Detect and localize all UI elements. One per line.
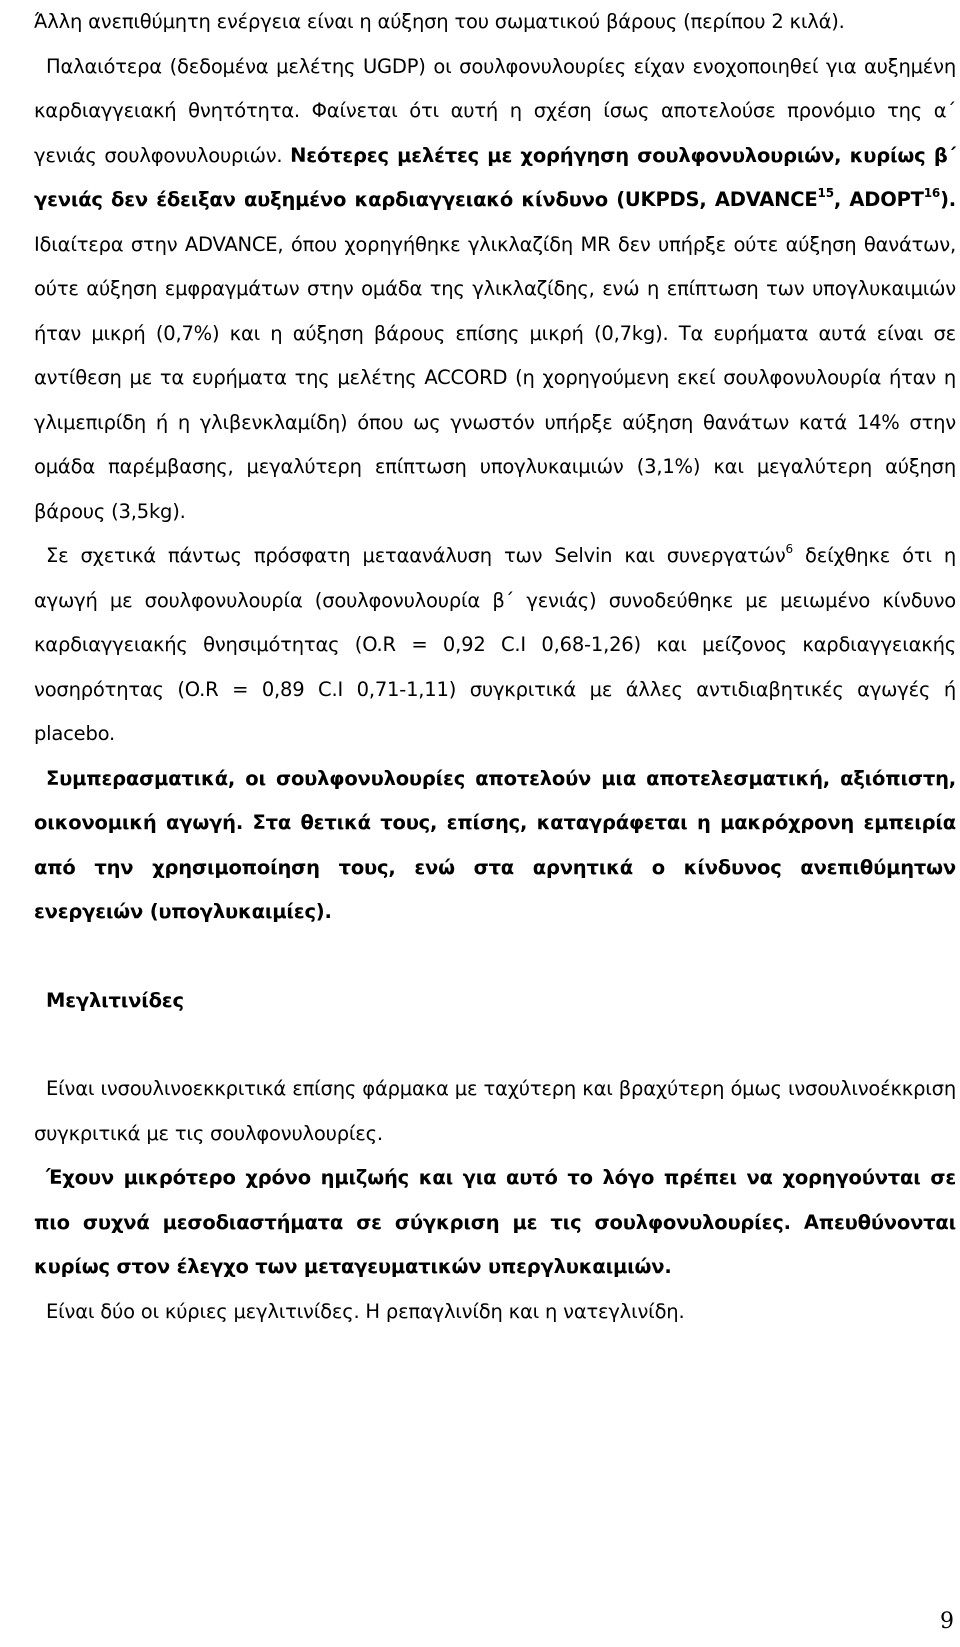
superscript-reference: 16 xyxy=(923,186,941,200)
paragraph-meta-analysis xyxy=(34,534,956,757)
paragraph-text: δείχθηκε ότι η αγωγή με σουλφονυλουρία (σουλφονυλουρία β΄ γενιάς) συνοδεύθηκε με μειωμένο κίνδυνο καρδιαγγειακής θνησιμότητας (O.R = 0,92 C.I 0,68-1,26) και μείζονος καρδιαγγειακής νοσηρότητας (O.R = 0,89 C.I 0,71-1,11) συγκριτικά με άλλες αντιδιαβητικές αγωγές ή placebo. xyxy=(34,544,956,745)
bold-text: Νεότερες μελέτες με χορήγηση σουλφονυλουριών, κυρίως β΄ γενιάς δεν έδειξαν αυξημένο καρδιαγγειακό κίνδυνο (UKPDS, ADVANCE xyxy=(34,143,956,211)
superscript-reference: 6 xyxy=(785,542,793,556)
paragraph-text: Παλαιότερα (δεδομένα μελέτης UGDP) οι σουλφονυλουρίες είχαν ενοχοποιηθεί για αυξημένη καρδιαγγειακή θνητότητα. Φαίνεται ότι αυτή η σχέση ίσως αποτελούσε προνόμιο της α΄ γενιάς σουλφονυλουριών. xyxy=(34,54,956,167)
paragraph-text: Ιδιαίτερα στην ADVANCE, όπου χορηγήθηκε γλικλαζίδη MR δεν υπήρξε ούτε αύξηση θανάτων, ούτε αύξηση εμφραγμάτων στην ομάδα της γλικλαζίδης, ενώ η επίπτωση των υπογλυκαιμιών ήταν μικρή (0,7%) και η αύξηση βάρους επίσης μικρή (0,7kg). Τα ευρήματα αυτά είναι σε αντίθεση με τα ευρήματα της μελέτης ACCORD (η χορηγούμενη εκεί σουλφονυλουρία ήταν η γλιμεπιρίδη ή η γλιβενκλαμίδη) όπου ως γνωστόν υπήρξε αύξηση θανάτων κατά 14% στην ομάδα παρέμβασης, μεγαλύτερη επίπτωση υπογλυκαιμιών (3,1%) και μεγαλύτερη αύξηση βάρους (3,5kg). xyxy=(34,232,956,523)
paragraph-meglitinides-half-life xyxy=(34,1156,956,1290)
paragraph-text: Είναι δύο οι κύριες μεγλιτινίδες. Η ρεπαγλινίδη και η νατεγλινίδη. xyxy=(46,1299,685,1323)
paragraph-text: Σε σχετικά πάντως πρόσφατη μεταανάλυση των Selvin και συνεργατών xyxy=(46,544,786,567)
superscript-reference: 15 xyxy=(817,186,834,200)
paragraph-meglitinides-intro xyxy=(34,1067,956,1156)
paragraph-adverse-effect-weight xyxy=(34,0,956,45)
paragraph-text: Είναι ινσουλινοεκκριτικά επίσης φάρμακα με ταχύτερη και βραχύτερη όμως ινσουλινοέκκριση συγκριτικά με τις σουλφονυλουρίες. xyxy=(34,1077,956,1145)
section-heading: Μεγλιτινίδες xyxy=(46,988,184,1012)
document-page xyxy=(34,0,956,1334)
paragraph-meglitinides-types xyxy=(34,1290,956,1335)
bold-text: , ADOPT xyxy=(833,188,924,211)
bold-text: Έχουν μικρότερο χρόνο ημιζωής και για αυτό το λόγο πρέπει να χορηγούνται σε πιο συχνά μεσοδιαστήματα σε σύγκριση με τις σουλφονυλουρίες. Απευθύνονται κυρίως στον έλεγχο των μεταγευματικών υπεργλυκαιμιών. xyxy=(34,1166,956,1278)
bold-text: Συμπερασματικά, οι σουλφονυλουρίες αποτελούν μια αποτελεσματική, αξιόπιστη, οικονομική αγωγή. Στα θετικά τους, επίσης, καταγράφεται η μακρόχρονη εμπειρία από την χρησιμοποίηση τους, ενώ στα αρνητικά ο κίνδυνος ανεπιθύμητων ενεργειών (υπογλυκαιμίες). xyxy=(34,766,956,923)
paragraph-conclusion xyxy=(34,757,956,935)
paragraph-cardiovascular-mortality xyxy=(34,45,956,535)
bold-text: ). xyxy=(940,188,957,211)
spacer xyxy=(34,935,956,979)
paragraph-text: Άλλη ανεπιθύμητη ενέργεια είναι η αύξηση του σωματικού βάρους (περίπου 2 κιλά). xyxy=(34,10,845,33)
spacer xyxy=(34,1023,956,1067)
page-number: 9 xyxy=(940,1609,954,1634)
